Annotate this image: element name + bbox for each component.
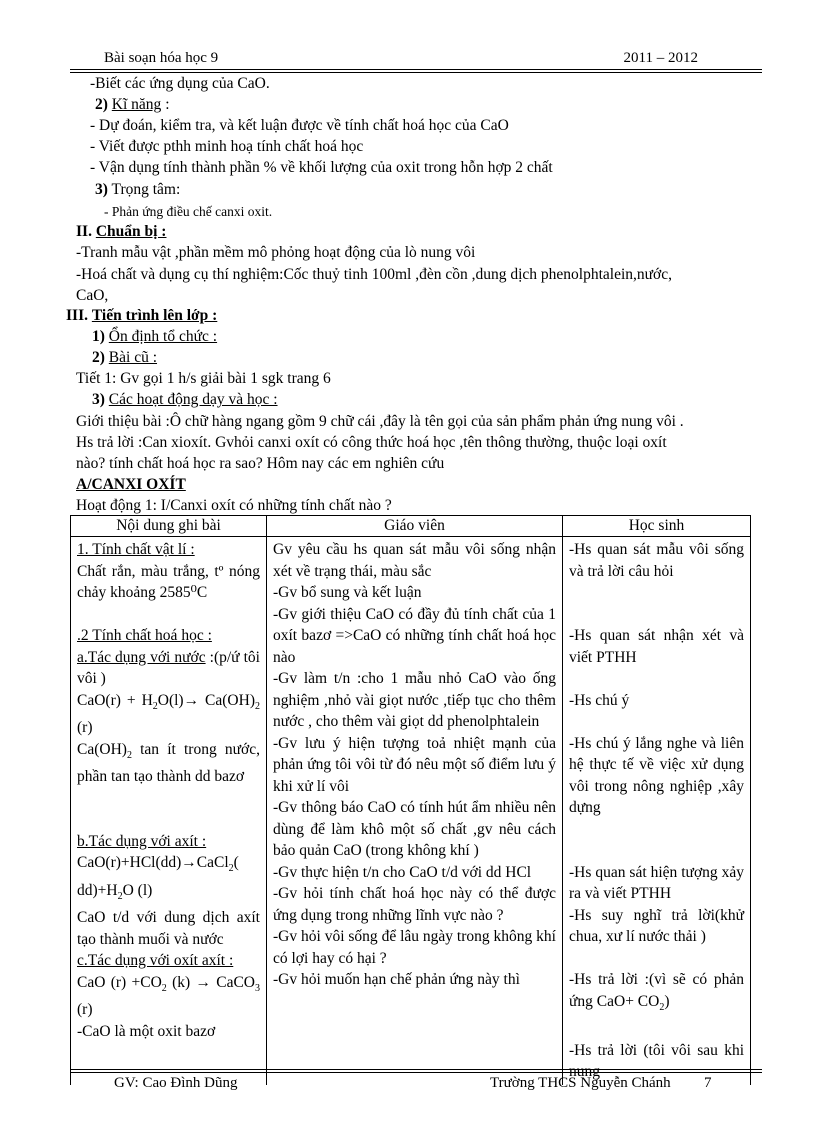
footer-rule bbox=[70, 1069, 762, 1070]
section-skills: 2) Kĩ năng : bbox=[95, 96, 170, 113]
skill-line: - Dự đoán, kiểm tra, và kết luận được về tính chất hoá học của CaO bbox=[90, 117, 509, 134]
footer-rule-2 bbox=[70, 1072, 762, 1073]
column-header: Học sinh bbox=[563, 516, 751, 537]
intro-line: Hs trả lời :Can xioxít. Gvhỏi canxi oxít có công thức hoá học ,tên thông thường, thuộc loại oxít bbox=[76, 434, 667, 451]
content-cell: 1. Tính chất vật lí : Chất rắn, màu trắng, tº nóng chảy khoảng 2585⁰C .2 Tính chất hoá học : a.Tác dụng với nước :(p/ứ tôi vôi ) $CaO(r) + H_2O(l)\to Ca(OH)_2$ (r) $Ca(OH)_2$ tan ít trong nước, phần tan tạo thành dd bazơ b.Tác dụng với axít : CaO(r)+HCl(dd)→CaCl$_2$( $dd)+H_2O$ (l) CaO t/d với dung dịch axít tạo thành muối và nước c.Tác dụng với oxít axít : CaO $(r) +CO_2$ (k) → CaCO$_3$ (r) -CaO là một oxit bazơ bbox=[71, 537, 267, 1085]
header-year: 2011 – 2012 bbox=[623, 50, 698, 66]
header-rule bbox=[70, 69, 762, 70]
page-header bbox=[70, 50, 762, 68]
section-a-title: A/CANXI OXÍT bbox=[76, 476, 186, 493]
skill-line: - Vận dụng tính thành phần % về khối lượng của oxit trong hỗn hợp 2 chất bbox=[90, 159, 553, 176]
focus-line: - Phản ứng điều chế canxi oxit. bbox=[104, 204, 273, 219]
page-number: 7 bbox=[704, 1075, 712, 1091]
skill-line: - Viết được pthh minh hoạ tính chất hoá học bbox=[90, 138, 364, 155]
activity-title: Hoạt động 1: I/Canxi oxít có những tính chất nào ? bbox=[76, 497, 392, 514]
intro-line: Giới thiệu bài :Ô chữ hàng ngang gồm 9 chữ cái ,đây là tên gọi của sản phẩm phản ứng nung vôi . bbox=[76, 413, 684, 430]
section-preparation: II. Chuẩn bị : bbox=[76, 223, 167, 240]
lesson-table bbox=[70, 515, 751, 1085]
step-2: 2) Bài cũ : bbox=[92, 349, 158, 366]
step-3: 3) Các hoạt động dạy và học : bbox=[92, 391, 278, 408]
prep-line: -Hoá chất và dụng cụ thí nghiệm:Cốc thuỷ tinh 100ml ,đèn cồn ,dung dịch phenolphtalein,nước, bbox=[76, 266, 673, 283]
teacher-cell: Gv yêu cầu hs quan sát mẫu vôi sống nhận xét về trạng thái, màu sắc -Gv bổ sung và kết luận -Gv giới thiệu CaO có đầy đủ tính chất của 1 oxít bazơ =>CaO có những tính chất hoá học nào -Gv làm t/n :cho 1 mẫu nhỏ CaO vào ống nghiệm ,nhỏ vài giọt nước ,tiếp tục cho thêm nước , cho thêm vài giọt dd phenolphtalein -Gv lưu ý hiện tượng toả nhiệt mạnh của phản ứng tôi vôi từ đó nêu một số điểm lưu ý khi xử lí vôi -Gv thông báo CaO có tính hút ẩm nhiều nên dùng để làm khô một số chất ,gv nêu cách bảo quản CaO (trong không khí ) -Gv thực hiện t/n cho CaO t/d với dd HCl -Gv hỏi tính chất hoá học này có thể được ứng dụng trong những lĩnh vực nào ? -Gv hỏi vôi sống để lâu ngày trong không khí có lợi hay có hại ? -Gv hỏi muốn hạn chế phản ứng này thì bbox=[267, 537, 563, 1085]
header-rule-2 bbox=[70, 72, 762, 73]
section-focus: 3) Trọng tâm: bbox=[95, 181, 181, 198]
section-procedure: III. Tiến trình lên lớp : bbox=[66, 307, 218, 324]
footer-school: Trường THCS Nguyễn Chánh bbox=[490, 1075, 671, 1091]
step-1: 1) Ổn định tổ chức : bbox=[92, 328, 218, 345]
prep-line: -Tranh mẫu vật ,phần mềm mô phỏng hoạt động của lò nung vôi bbox=[76, 244, 476, 261]
column-header: Nội dung ghi bài bbox=[71, 516, 267, 537]
intro-line: nào? tính chất hoá học ra sao? Hôm nay các em nghiên cứu bbox=[76, 455, 445, 472]
footer-author: GV: Cao Đình Dũng bbox=[114, 1075, 238, 1091]
header-title: Bài soạn hóa học 9 bbox=[104, 50, 219, 66]
prep-line: CaO, bbox=[76, 287, 109, 304]
objective-line: -Biết các ứng dụng của CaO. bbox=[90, 75, 270, 92]
old-lesson-line: Tiết 1: Gv gọi 1 h/s giải bài 1 sgk trang 6 bbox=[76, 370, 331, 387]
student-cell: -Hs quan sát mẫu vôi sống và trả lời câu hỏi -Hs quan sát nhận xét và viết PTHH -Hs chú ý -Hs chú ý lắng nghe và liên hệ thực tế về việc xử dụng vôi trong nông nghiệp ,xây dựng -Hs quan sát hiện tượng xảy ra và viết PTHH -Hs suy nghĩ trả lời(khử chua, xư lí nước thải ) -Hs trả lời :(vì sẽ có phản ứng $CaO+ CO_2$) -Hs trả lời (tôi vôi sau khi nung bbox=[563, 537, 751, 1085]
column-header: Giáo viên bbox=[267, 516, 563, 537]
